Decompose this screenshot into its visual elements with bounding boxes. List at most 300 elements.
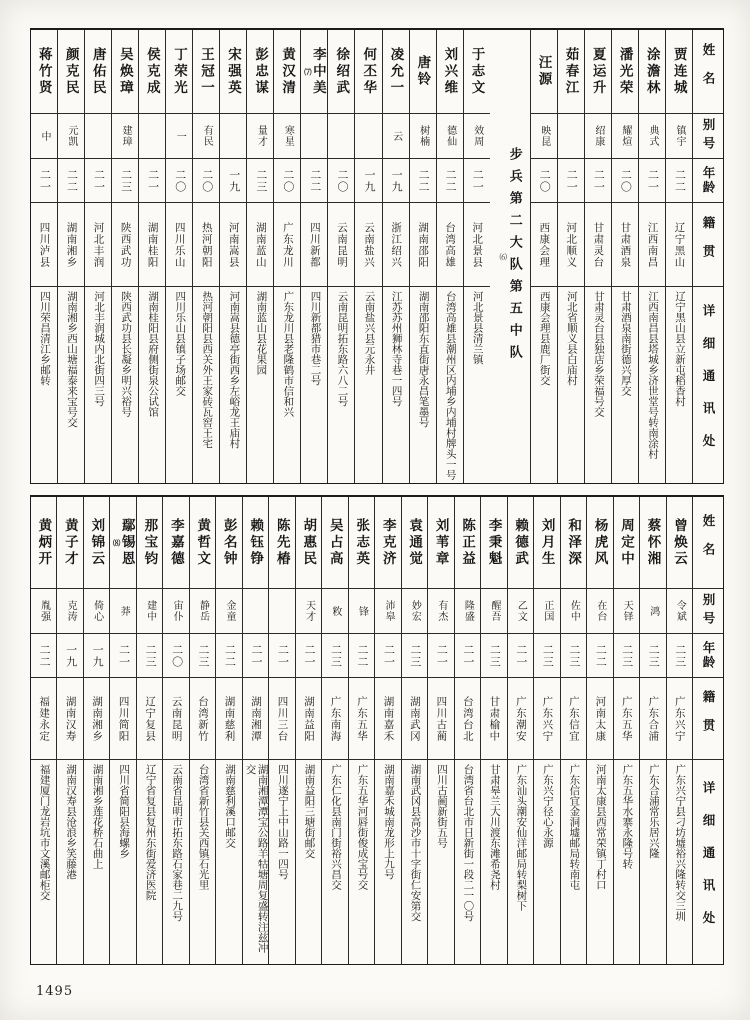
person-native: 热河朝阳 <box>193 203 219 287</box>
person-alias: 天才 <box>296 589 321 634</box>
person-name-text <box>443 47 457 97</box>
person-age: 二一 <box>455 634 480 678</box>
person-address: 河北省顺义县白庙村 <box>565 291 577 386</box>
person-native: 湖南邵阳 <box>410 203 436 287</box>
person-column <box>31 30 57 483</box>
person-age: 二二 <box>216 634 241 678</box>
person-name-text <box>567 518 581 568</box>
person-age: 二〇 <box>163 634 188 678</box>
person-name <box>301 30 327 114</box>
person-address: 云南省昆明市拓东路石家巷二九号 <box>171 764 183 922</box>
person-name <box>112 30 138 114</box>
person-column <box>300 30 327 483</box>
person-native: 四川三台 <box>269 678 294 760</box>
person-alias <box>328 114 354 159</box>
person-address: 西康会理县鹿厂街交 <box>538 291 550 386</box>
person-name-text <box>118 47 132 97</box>
unit-title <box>498 147 522 367</box>
person-name <box>640 497 665 589</box>
person-name <box>31 30 57 114</box>
person-alias: 有民 <box>193 114 219 159</box>
person-alias: 量才 <box>247 114 273 159</box>
person-native: 湖南湘乡 <box>58 203 84 287</box>
name-text: 刘月生 <box>539 517 555 568</box>
person-address: 江苏苏州狮林寺巷一四号 <box>390 291 402 407</box>
person-age: 二二 <box>587 634 612 678</box>
person-column <box>665 30 692 483</box>
person-address: 湖南邵阳东直街唐永昌笔墨号 <box>417 291 429 428</box>
person-age: 二二 <box>31 634 56 678</box>
person-name-text <box>113 518 134 568</box>
name-text: 胡惠民 <box>301 517 317 568</box>
name-text: 黄哲文 <box>195 517 211 568</box>
person-name-text <box>434 518 448 568</box>
person-name <box>163 497 188 589</box>
unit-footnote: ⑹ <box>498 253 508 261</box>
person-name-text <box>408 518 422 568</box>
name-text: 侯克成 <box>144 46 160 97</box>
person-name-text <box>249 518 263 568</box>
person-name <box>193 30 219 114</box>
person-address: 台湾省新竹县关西镇石光里 <box>197 764 209 890</box>
person-name-text <box>328 518 342 568</box>
name-text: 鄢锡恩 <box>119 517 135 568</box>
roster-table-bottom <box>30 495 724 965</box>
unit-title-column <box>490 30 530 483</box>
person-age: 二三 <box>614 634 639 678</box>
person-age: 二一 <box>639 159 665 203</box>
person-address: 云南昆明拓东路六八二号 <box>336 291 348 407</box>
person-name-text <box>381 518 395 568</box>
person-age: 二二 <box>666 159 692 203</box>
person-column <box>136 497 162 964</box>
person-name <box>375 497 400 589</box>
person-address: 辽宁省复县复州东街爱济医院 <box>144 764 156 901</box>
person-column <box>639 497 665 964</box>
name-text: 李嘉德 <box>168 517 184 568</box>
person-column <box>584 30 611 483</box>
person-native: 台湾台北 <box>455 678 480 760</box>
person-column <box>560 497 586 964</box>
person-column <box>165 30 192 483</box>
person-address: 广东五华水寨永隆号转 <box>621 764 633 869</box>
person-age: 二三 <box>534 634 559 678</box>
person-column <box>348 497 374 964</box>
person-name <box>558 30 584 114</box>
person-name <box>190 497 215 589</box>
person-name <box>410 30 436 114</box>
person-alias: 佐中 <box>561 589 586 634</box>
person-column <box>56 497 82 964</box>
person-name <box>139 30 165 114</box>
name-text: 彭名钟 <box>221 517 237 568</box>
person-address: 湖南蓝山县花果园 <box>255 291 267 375</box>
person-alias: 敉 <box>322 589 347 634</box>
person-address: 河北丰润城内北街四三号 <box>93 291 105 407</box>
person-column <box>295 497 321 964</box>
unit-title-text: 步兵第二大队第五中队 <box>507 146 523 367</box>
person-address: 广东龙川县老隆鹤市信和兴 <box>282 291 294 417</box>
person-alias: 莽 <box>110 589 135 634</box>
person-age: 二一 <box>375 634 400 678</box>
person-address: 四川新都猎市巷二号 <box>309 291 321 386</box>
person-age: 二二 <box>58 159 84 203</box>
name-text: 黄炳开 <box>36 517 52 568</box>
person-alias: 正国 <box>534 589 559 634</box>
name-text: 宋强英 <box>226 46 242 97</box>
person-native: 河北景县 <box>464 203 490 287</box>
person-column <box>557 30 584 483</box>
person-name-text <box>672 47 686 97</box>
name-text: 吴焕璋 <box>117 46 133 97</box>
person-name <box>247 30 273 114</box>
person-column <box>533 497 559 964</box>
person-name-text <box>646 518 660 568</box>
person-name-text <box>199 47 213 97</box>
name-text: 夏运升 <box>590 46 606 97</box>
person-age: 二二 <box>301 159 327 203</box>
person-alias: 妙宏 <box>402 589 427 634</box>
person-name-text <box>281 47 295 97</box>
person-age: 一九 <box>84 634 109 678</box>
person-address: 湖南湘潭潭宝公路羊牯塘周复盛转注兹冲交 <box>244 764 268 953</box>
person-name-text <box>362 47 376 97</box>
person-native: 四川乐山 <box>166 203 192 287</box>
person-age: 一九 <box>220 159 246 203</box>
column-header-address: 详细通讯处 <box>701 780 715 944</box>
person-native: 四川古蔺 <box>428 678 453 760</box>
person-native: 四川简阳 <box>110 678 135 760</box>
person-name <box>84 497 109 589</box>
name-text: 徐绍武 <box>334 46 350 97</box>
person-address: 辽宁黑山县立新屯稻香村 <box>674 291 686 407</box>
person-native: 云南昆明 <box>163 678 188 760</box>
person-column <box>436 30 463 483</box>
person-address: 广东仁化县南门街裕兴昌交 <box>330 764 341 890</box>
person-name-text <box>618 47 632 97</box>
person-address: 四川乐山县镇子场邮交 <box>174 291 186 396</box>
name-text: 李克济 <box>380 517 396 568</box>
person-name <box>666 30 692 114</box>
person-name-text <box>591 47 605 97</box>
person-native: 甘肃酒泉 <box>612 203 638 287</box>
person-name-text <box>620 518 634 568</box>
person-address: 甘肃灵台县独店乡荣福号交 <box>592 291 604 417</box>
person-age: 二〇 <box>531 159 557 203</box>
person-name-text <box>64 47 78 97</box>
person-native: 广东五华 <box>614 678 639 760</box>
name-text: 赖钰铮 <box>248 517 264 568</box>
name-text: 彭忠谋 <box>253 46 269 97</box>
person-native: 广东南海 <box>322 678 347 760</box>
person-column <box>215 497 241 964</box>
person-alias <box>355 114 381 159</box>
person-name <box>57 497 82 589</box>
person-alias: 德仙 <box>437 114 463 159</box>
person-name-text <box>145 47 159 97</box>
column-header-age: 年龄 <box>693 634 723 678</box>
column-header-name: 姓名 <box>693 30 723 114</box>
person-age: 二三 <box>667 634 692 678</box>
person-alias: 隆盛 <box>455 589 480 634</box>
person-column <box>327 30 354 483</box>
person-column <box>109 497 135 964</box>
person-age: 二一 <box>269 634 294 678</box>
person-native: 湖南嘉禾 <box>375 678 400 760</box>
person-age: 一九 <box>383 159 409 203</box>
person-alias: 典式 <box>639 114 665 159</box>
person-address: 湖南武冈县高沙市十字街仁安第交 <box>409 764 421 922</box>
person-age: 二一 <box>31 159 57 203</box>
person-name-text <box>227 47 241 97</box>
person-native: 陕西武功 <box>112 203 138 287</box>
person-column <box>454 497 480 964</box>
name-text: 贾连城 <box>671 46 687 97</box>
person-name <box>85 30 111 114</box>
person-name <box>31 497 56 589</box>
person-name <box>58 30 84 114</box>
person-address: 甘肃皋兰大川渡东滩希尧村 <box>488 764 500 890</box>
column-header-alias: 别号 <box>693 589 723 634</box>
person-column <box>273 30 300 483</box>
name-text: 和泽深 <box>566 517 582 568</box>
person-address: 河南嵩县德亭街西乡左峪龙王庙村 <box>228 291 240 449</box>
person-name-text <box>514 518 528 568</box>
person-alias: 有杰 <box>428 589 453 634</box>
person-name <box>534 497 559 589</box>
person-column <box>409 30 436 483</box>
person-alias: 树楠 <box>410 114 436 159</box>
person-column <box>586 497 612 964</box>
person-alias: 在台 <box>587 589 612 634</box>
name-text: 汪源 <box>536 55 552 88</box>
person-native: 江西南昌 <box>639 203 665 287</box>
person-alias: 寒星 <box>274 114 300 159</box>
person-column <box>84 30 111 483</box>
person-name-text <box>673 518 687 568</box>
person-address: 甘肃酒泉南街德兴厚交 <box>619 291 631 396</box>
name-text: 那宝钧 <box>142 517 158 568</box>
person-address: 四川古蔺新街五号 <box>435 764 447 848</box>
person-age: 二一 <box>428 634 453 678</box>
person-native: 湖南益阳 <box>296 678 321 760</box>
person-native: 四川泸县 <box>31 203 57 287</box>
person-age: 二二 <box>410 159 436 203</box>
name-footnote: ⑻ <box>112 539 122 547</box>
person-name <box>355 30 381 114</box>
name-text: 曾焕云 <box>672 517 688 568</box>
person-name <box>274 30 300 114</box>
person-name <box>137 497 162 589</box>
person-address: 湖南汉寿县沧浪乡笑藤港 <box>65 764 77 880</box>
person-address: 台湾高雄县潮州区内埔乡内埔村牌头一号 <box>444 291 456 480</box>
person-alias: 天铎 <box>614 589 639 634</box>
person-address: 湖南益阳三塘街邮交 <box>303 764 315 859</box>
person-column <box>111 30 138 483</box>
person-name <box>481 497 506 589</box>
person-name <box>667 497 692 589</box>
person-alias <box>220 114 246 159</box>
person-address: 广东信宜金洞墟邮局转南屯 <box>568 764 580 890</box>
name-text: 刘苇章 <box>433 517 449 568</box>
person-column <box>507 497 533 964</box>
person-address: 广东兴宁径心永源 <box>541 764 553 848</box>
person-column <box>192 30 219 483</box>
person-address: 云南盐兴县元永井 <box>363 291 375 375</box>
person-column <box>463 30 490 483</box>
person-age: 二二 <box>437 159 463 203</box>
person-age: 二一 <box>85 159 111 203</box>
person-name-text <box>355 518 369 568</box>
name-text: 吴占高 <box>327 517 343 568</box>
person-column <box>83 497 109 964</box>
person-name <box>561 497 586 589</box>
name-text: 黄汉清 <box>280 46 296 97</box>
person-column <box>401 497 427 964</box>
person-name-text <box>461 518 475 568</box>
person-column <box>427 497 453 964</box>
person-name-text <box>143 518 157 568</box>
person-address: 广东合浦常乐居兴隆 <box>647 764 659 859</box>
person-name <box>585 30 611 114</box>
person-name-text <box>37 518 51 568</box>
person-address: 广东五华河唇街俊成宝号交 <box>356 764 368 890</box>
name-text: 陈正益 <box>460 517 476 568</box>
name-text: 丁荣光 <box>171 46 187 97</box>
name-text: 周定中 <box>619 517 635 568</box>
person-alias: 效周 <box>464 114 490 159</box>
person-name <box>614 497 639 589</box>
person-alias: 醒吾 <box>481 589 506 634</box>
person-address: 福建厦门龙岩坑市文溪邮柜交 <box>38 764 50 901</box>
person-alias <box>139 114 165 159</box>
person-address: 河北景县清兰镇 <box>471 291 483 365</box>
name-text: 杨虎风 <box>592 517 608 568</box>
person-address: 四川遂宁上中山路一四号 <box>277 764 289 880</box>
name-text: 颜克民 <box>63 46 79 97</box>
person-name-text <box>169 518 183 568</box>
person-name-text <box>416 55 430 88</box>
person-column <box>268 497 294 964</box>
person-age: 二一 <box>110 634 135 678</box>
person-column <box>246 30 273 483</box>
person-alias: 建中 <box>137 589 162 634</box>
person-name <box>322 497 347 589</box>
person-column <box>57 30 84 483</box>
name-text: 凌允一 <box>388 46 404 97</box>
name-text: 唐佑民 <box>90 46 106 97</box>
person-native: 河南嵩县 <box>220 203 246 287</box>
person-name <box>328 30 354 114</box>
person-name <box>166 30 192 114</box>
name-text: 李中美 <box>310 46 326 97</box>
person-name <box>428 497 453 589</box>
person-alias: 乙文 <box>508 589 533 634</box>
person-alias: 倚心 <box>84 589 109 634</box>
person-address: 湖南桂阳县府侧街泉公试馆 <box>147 291 159 417</box>
person-name-text <box>540 518 554 568</box>
person-name-text <box>470 47 484 97</box>
person-alias: 宙仆 <box>163 589 188 634</box>
person-native: 广东潮安 <box>508 678 533 760</box>
name-footnote: ⑺ <box>303 68 313 76</box>
person-age: 二一 <box>139 159 165 203</box>
person-alias: 映昆 <box>531 114 557 159</box>
name-text: 赖德武 <box>513 517 529 568</box>
person-native: 台湾新竹 <box>190 678 215 760</box>
person-alias: 一 <box>166 114 192 159</box>
person-address: 热河朝阳县西关外王家砖瓦窖王宅 <box>201 291 213 449</box>
person-name-text <box>37 47 51 97</box>
header-column <box>692 497 723 964</box>
column-header-native: 籍贯 <box>693 203 723 287</box>
person-age: 二〇 <box>166 159 192 203</box>
person-name-text <box>275 518 289 568</box>
person-age: 一九 <box>57 634 82 678</box>
person-column <box>611 30 638 483</box>
person-age: 二一 <box>585 159 611 203</box>
person-age: 二一 <box>243 634 268 678</box>
person-age: 二三 <box>561 634 586 678</box>
person-address: 河南太康县西常荣镇丁村口 <box>594 764 606 890</box>
person-age: 二三 <box>402 634 427 678</box>
person-age: 二三 <box>322 634 347 678</box>
name-text: 刘锦云 <box>89 517 105 568</box>
person-age: 二一 <box>558 159 584 203</box>
person-native: 湖南桂阳 <box>139 203 165 287</box>
person-native: 河北顺义 <box>558 203 584 287</box>
person-name <box>508 497 533 589</box>
person-name <box>243 497 268 589</box>
person-name <box>464 30 490 114</box>
person-native: 广东五华 <box>349 678 374 760</box>
person-column <box>530 30 557 483</box>
person-name-text <box>389 47 403 97</box>
person-native: 河北丰润 <box>85 203 111 287</box>
person-alias: 克涛 <box>57 589 82 634</box>
name-text: 王冠一 <box>198 46 214 97</box>
person-native: 浙江绍兴 <box>383 203 409 287</box>
person-address: 江西南昌县塔城乡济世堂号转南涂村 <box>646 291 658 459</box>
person-age: 二〇 <box>328 159 354 203</box>
person-age: 二〇 <box>612 159 638 203</box>
person-alias: 云 <box>383 114 409 159</box>
person-name <box>269 497 294 589</box>
person-address: 台湾省台北市日新街一段二一〇号 <box>462 764 474 922</box>
person-age: 一九 <box>355 159 381 203</box>
person-native: 湖南慈利 <box>216 678 241 760</box>
person-age: 二二 <box>349 634 374 678</box>
person-native: 台湾高雄 <box>437 203 463 287</box>
person-age: 二三 <box>640 634 665 678</box>
person-column <box>638 30 665 483</box>
page-number: 1495 <box>36 984 74 999</box>
person-address: 湖南嘉禾城南龙形上九号 <box>382 764 394 880</box>
person-address: 广东汕头潮安仙洋邮局转梨树下 <box>515 764 527 911</box>
person-age: 二一 <box>464 159 490 203</box>
person-native: 甘肃灵台 <box>585 203 611 287</box>
person-column <box>374 497 400 964</box>
person-address: 湖南湘乡西山塘福泰来宝号交 <box>66 291 78 428</box>
person-column <box>354 30 381 483</box>
person-name <box>110 497 135 589</box>
person-address: 四川荣昌清江乡邮转 <box>38 291 50 386</box>
name-text: 唐铃 <box>415 55 431 88</box>
person-native: 云南昆明 <box>328 203 354 287</box>
header-column <box>692 30 723 483</box>
person-alias: 绍康 <box>585 114 611 159</box>
person-name <box>612 30 638 114</box>
